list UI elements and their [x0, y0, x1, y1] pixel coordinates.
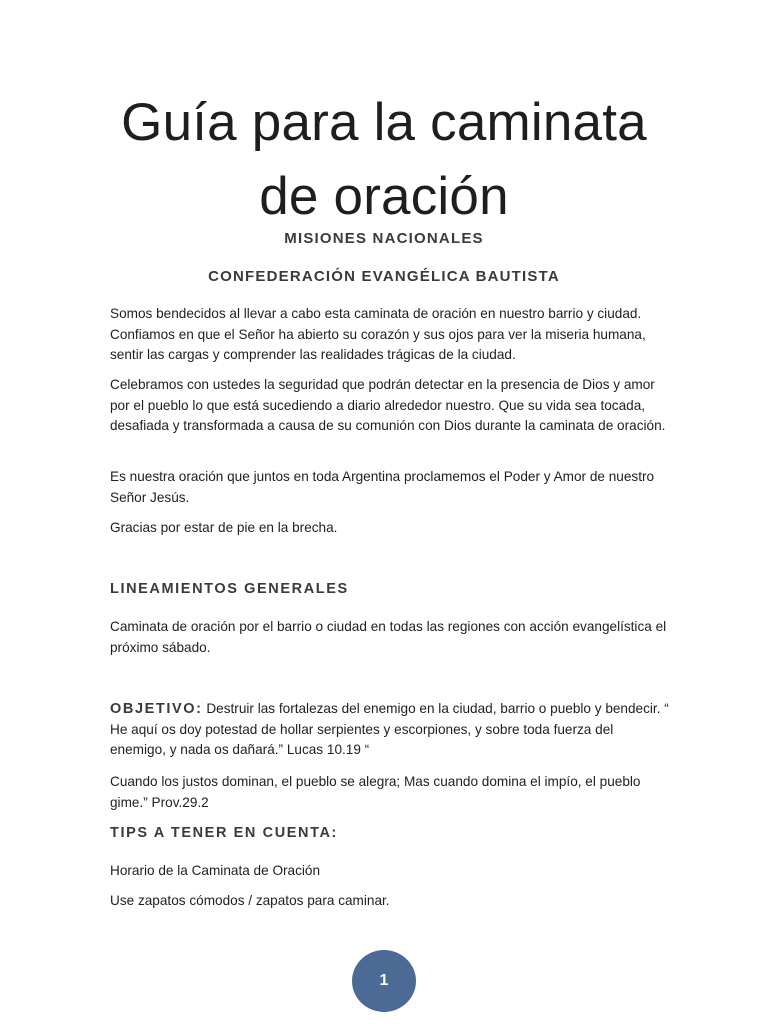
objetivo-paragraph — [110, 699, 670, 761]
subtitle-misiones: MISIONES NACIONALES — [284, 230, 484, 247]
tips-heading: TIPS A TENER EN CUENTA: — [110, 825, 338, 841]
title-line-2: de oración — [259, 167, 509, 226]
proverbs-quote: Cuando los justos dominan, el pueblo se alegra; Mas cuando domina el impío, el pueblo gime.” Prov.29.2 — [110, 774, 641, 810]
page-number-badge — [352, 950, 416, 1012]
objetivo-label: OBJETIVO: — [110, 701, 203, 717]
intro-paragraph-1: Somos bendecidos al llevar a cabo esta caminata de oración en nuestro barrio y ciudad. Confiamos en que el Señor ha abierto su corazón y sus ojos para ver la miseria humana, sentir las cargas y comprender las realidades trágicas de la ciudad. — [110, 306, 646, 362]
tips-item-horario: Horario de la Caminata de Oración — [110, 863, 321, 878]
lineamientos-heading: LINEAMIENTOS GENERALES — [110, 581, 349, 597]
subtitle-confederacion: CONFEDERACIÓN EVANGÉLICA BAUTISTA — [208, 268, 560, 285]
intro-paragraph-2: Celebramos con ustedes la seguridad que podrán detectar en la presencia de Dios y amor por el pueblo lo que está sucediendo a diario alrededor nuestro. Que su vida sea tocada, desafiada y transformada a causa de su comunión con Dios durante la caminata de oración. — [110, 377, 666, 433]
document-title — [60, 86, 708, 234]
lineamientos-text: Caminata de oración por el barrio o ciudad en todas las regiones con acción evangelística el próximo sábado. — [110, 619, 667, 655]
objetivo-text: Destruir las fortalezas del enemigo en la ciudad, barrio o pueblo y bendecir. “ He aquí os doy potestad de hollar serpientes y escorpiones, y sobre toda fuerza del enemigo, y nada os dañará.” Lucas 10.19 “ — [110, 701, 669, 757]
tips-item-zapatos: Use zapatos cómodos / zapatos para caminar. — [110, 893, 390, 908]
title-line-1: Guía para la caminata — [121, 93, 647, 152]
page-number: 1 — [379, 972, 389, 989]
intro-paragraph-4: Gracias por estar de pie en la brecha. — [110, 520, 338, 535]
intro-paragraph-3: Es nuestra oración que juntos en toda Argentina proclamemos el Poder y Amor de nuestro Señor Jesús. — [110, 469, 655, 505]
